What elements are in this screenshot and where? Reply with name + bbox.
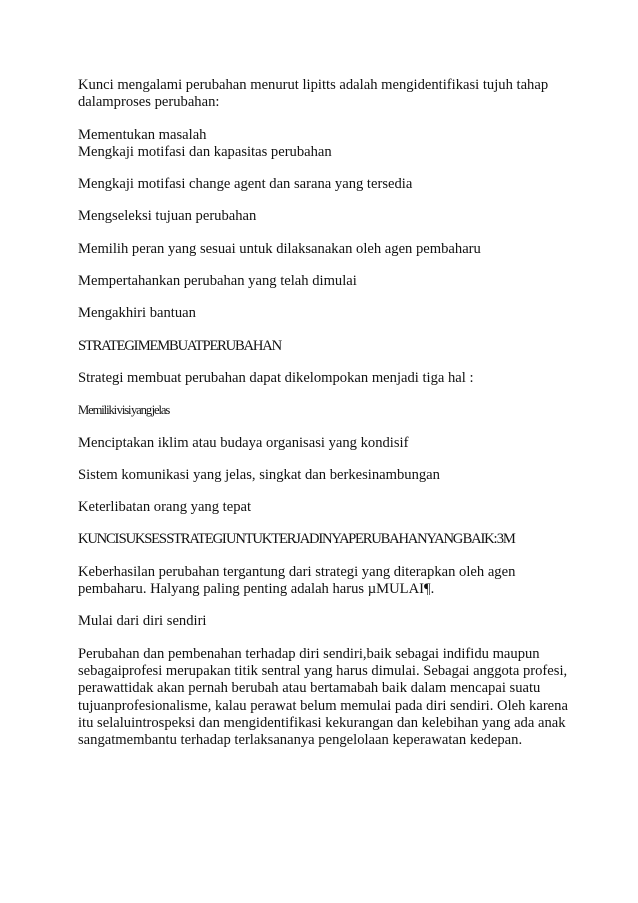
paragraph: Keberhasilan perubahan tergantung dari strategi yang diterapkan oleh agen pembaharu. Halyang paling penting adalah harus µMULAI¶. (78, 563, 516, 598)
list-item: Mengseleksi tujuan perubahan (78, 208, 257, 225)
paragraph: Strategi membuat perubahan dapat dikelompokan menjadi tiga hal : (78, 369, 474, 386)
paragraph: Perubahan dan pembenahan terhadap diri sendiri,baik sebagai indifidu maupun sebagaiprofesi merupakan titik sentral yang harus dimulai. Sebagai anggota profesi, perawattidak akan pernah berubah atau bertamabah baik dalam mencapai suatu tujuanprofesionalisme, kalau perawat belum memulai pada diri sendiri. Oleh karena itu selaluintrospeksi dan mengidentifikasi kekurangan dan kelebihan yang ada anak sangatmembantu terhadap terlaksananya pengelolaan keperawatan kedepan. (78, 645, 568, 749)
intro-paragraph: Kunci mengalami perubahan menurut lipitts adalah mengidentifikasi tujuh tahap dalamproses perubahan: (78, 77, 549, 111)
list-item: Menciptakan iklim atau budaya organisasi yang kondisif (78, 434, 409, 451)
subheading: Mulai dari diri sendiri (78, 613, 207, 630)
list-item: Mengkaji motifasi change agent dan sarana yang tersedia (78, 176, 413, 193)
list-item: Mempertahankan perubahan yang telah dimulai (78, 273, 357, 290)
list-item: Keterlibatan orang yang tepat (78, 499, 252, 516)
list-item: Mementukan masalah (78, 126, 207, 143)
list-item: Mengakhiri bantuan (78, 305, 196, 322)
document-body (78, 77, 578, 764)
list-item: Sistem komunikasi yang jelas, singkat dan berkesinambungan (78, 466, 440, 483)
list-item: Memiliki visi yang jelas (78, 403, 170, 418)
section-heading: KUNCI SUKSES STRATEGI UNTUK TERJADINYA PERUBAHAN YANG BAIK: 3M (78, 531, 515, 548)
list-item: Memilih peran yang sesuai untuk dilaksanakan oleh agen pembaharu (78, 240, 481, 257)
section-heading: STRATEGI MEMBUAT PERUBAHAN (78, 337, 281, 354)
list-item: Mengkaji motifasi dan kapasitas perubahan (78, 143, 332, 160)
